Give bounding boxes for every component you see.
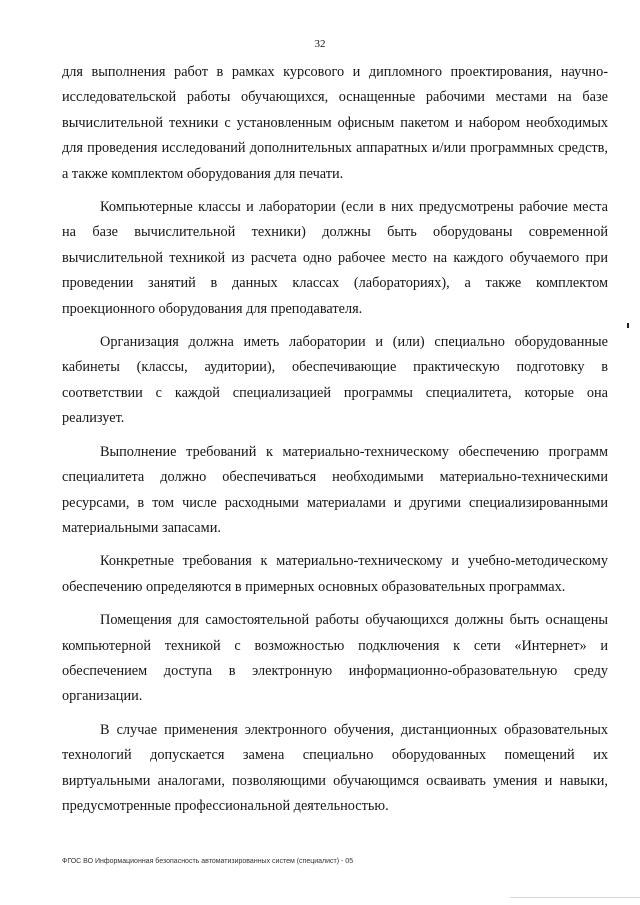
scan-edge-line	[510, 897, 640, 898]
paragraph-specific-requirements: Конкретные требования к материально-техническому и учебно-методическому обеспечению определяются в примерных основных образовательных программах.	[62, 553, 608, 595]
scan-speck	[627, 323, 629, 328]
paragraph-e-learning: В случае применения электронного обучения, дистанционных образовательных технологий допускается замена специально оборудованных помещений их виртуальными аналогами, позволяющими обучающимся осваивать умения и навыки, предусмотренные профессиональной деятельностью.	[62, 721, 608, 814]
paragraph-self-study-rooms: Помещения для самостоятельной работы обучающихся должны быть оснащены компьютерной техникой с возможностью подключения к сети «Интернет» и обеспечением доступа в электронную информационно-образовательную среду организации.	[62, 612, 608, 705]
paragraph-continuation: для выполнения работ в рамках курсового и дипломного проектирования, научно-исследовательской работы обучающихся, оснащенные рабочими местами на базе вычислительной техники с установленным офисным пакетом и набором необходимых для проведения исследований дополнительных аппаратных и/или программных средств, а также комплектом оборудования для печати.	[62, 64, 608, 182]
page-footer: ФГОС ВО Информационная безопасность автоматизированных систем (специалист) - 05	[62, 858, 354, 865]
document-body	[62, 60, 608, 827]
paragraph-laboratories: Организация должна иметь лаборатории и (или) специально оборудованные кабинеты (классы, аудитории), обеспечивающие практическую подготовку в соответствии с каждой специализацией программы специалитета, которые она реализует.	[62, 334, 608, 427]
page-number: 32	[314, 38, 326, 50]
paragraph-material-support: Выполнение требований к материально-техническому обеспечению программ специалитета должно обеспечиваться необходимыми материально-техническими ресурсами, в том числе расходными материалами и другими специализированными материальными запасами.	[62, 443, 608, 536]
paragraph-computer-classes: Компьютерные классы и лаборатории (если в них предусмотрены рабочие места на базе вычислительной техники) должны быть оборудованы современной вычислительной техникой из расчета одно рабочее место на каждого обучаемого при проведении занятий в данных классах (лабораториях), а также комплектом проекционного оборудования для преподавателя.	[62, 199, 608, 317]
